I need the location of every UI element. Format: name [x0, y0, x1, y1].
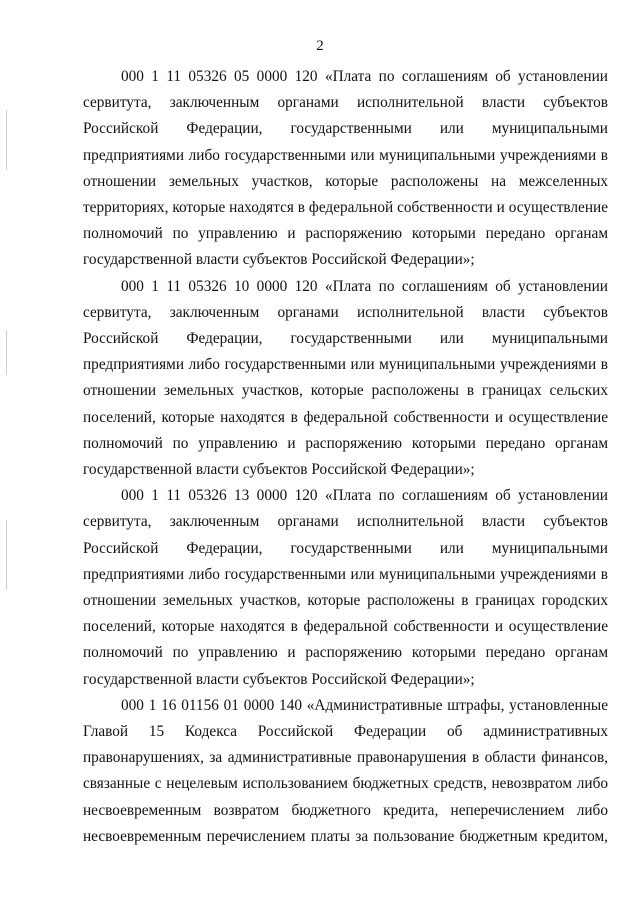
scan-edge-mark — [6, 330, 7, 375]
paragraph-kbk-05326-13: 000 1 11 05326 13 0000 120 «Плата по соглашениям об установлении сервитута, заключенным органами исполнительной власти субъектов Российской Федерации, государственными или муниципальными предприятиями либо государственными или муниципальными учреждениями в отношении земельных участков, которые расположены в границах городских поселений, которые находятся в федеральной собственности и осуществление полномочий по управлению и распоряжению которыми передано органам государственной власти субъектов Российской Федерации»; — [83, 487, 608, 688]
paragraph-kbk-05326-10: 000 1 11 05326 10 0000 120 «Плата по соглашениям об установлении сервитута, заключенным органами исполнительной власти субъектов Российской Федерации, государственными или муниципальными предприятиями либо государственными или муниципальными учреждениями в отношении земельных участков, которые расположены в границах сельских поселений, которые находятся в федеральной собственности и осуществление полномочий по управлению и распоряжению которыми передано органам государственной власти субъектов Российской Федерации»; — [83, 277, 608, 479]
scan-edge-mark — [6, 110, 7, 170]
scan-edge-mark — [6, 520, 7, 590]
paragraph-kbk-05326-05: 000 1 11 05326 05 0000 120 «Плата по соглашениям об установлении сервитута, заключенным органами исполнительной власти субъектов Российской Федерации, государственными или муниципальными предприятиями либо государственными или муниципальными учреждениями в отношении земельных участков, которые расположены на межселенных территориях, которые находятся в федеральной собственности и осуществление полномочий по управлению и распоряжению которыми передано органам государственной власти субъектов Российской Федерации»; — [83, 68, 608, 269]
document-body — [83, 64, 608, 850]
page-number: 2 — [316, 38, 324, 54]
paragraph-kbk-01156-01: 000 1 16 01156 01 0000 140 «Административные штрафы, установленные Главой 15 Кодекса Российской Федерации об административных правонарушениях, за административные правонарушения в области финансов, связанные с нецелевым использованием бюджетных средств, невозвратом либо несвоевременным возвратом бюджетного кредита, неперечислением либо несвоевременным перечислением платы за пользование бюджетным кредитом, — [83, 696, 608, 845]
